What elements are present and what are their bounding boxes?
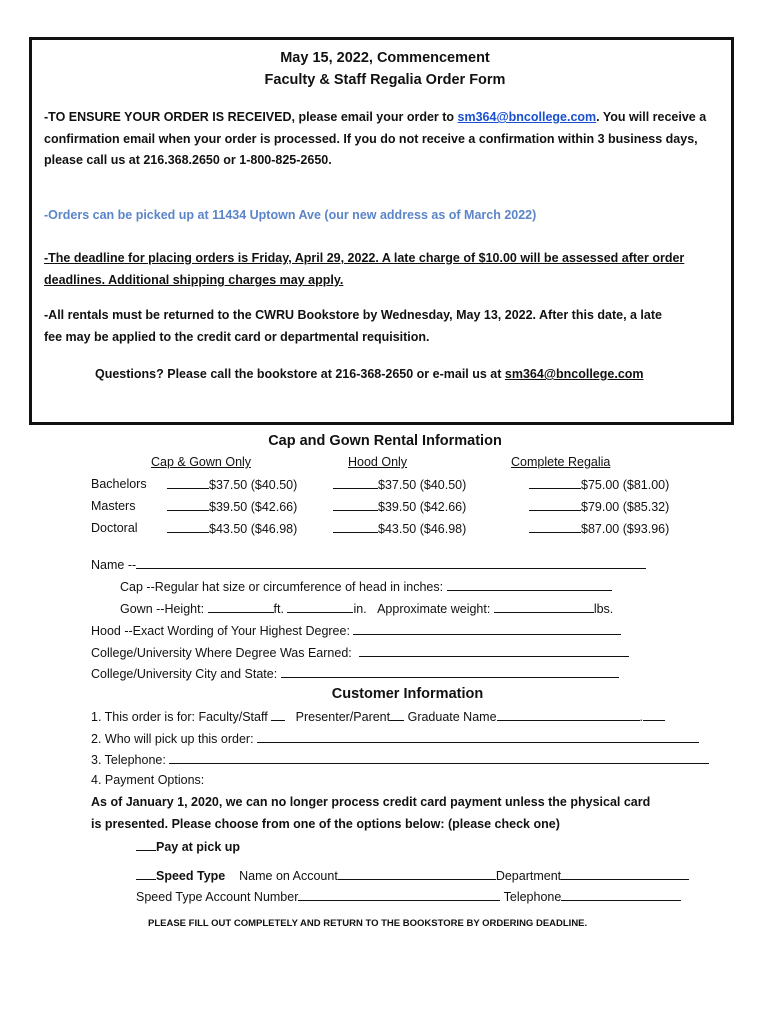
pay-at-pickup-option[interactable]: Pay at pick up xyxy=(136,839,240,854)
return-notice-2: fee may be applied to the credit card or departmental requisition. xyxy=(44,330,430,344)
speed-type-number-field[interactable]: Speed Type Account Number Telephone xyxy=(136,889,681,904)
questions-email-link[interactable]: sm364@bncollege.com xyxy=(504,367,644,381)
return-notice-1: -All rentals must be returned to the CWRU Bookstore by Wednesday, May 13, 2022. After this date, a late xyxy=(44,308,662,322)
pickup-notice: -Orders can be picked up at 11434 Uptown Ave (our new address as of March 2022) xyxy=(44,208,537,222)
instructions-line-1: -TO ENSURE YOUR ORDER IS RECEIVED, please email your order to sm364@bncollege.com. You will receive a xyxy=(44,110,707,124)
price-cell[interactable]: $75.00 ($81.00) xyxy=(529,477,669,492)
price-cell[interactable]: $37.50 ($40.50) xyxy=(333,477,466,492)
col-hood: Hood Only xyxy=(348,455,408,469)
col-cap-gown: Cap & Gown Only xyxy=(151,455,252,469)
cap-size-field[interactable]: Cap --Regular hat size or circumference of head in inches: xyxy=(120,579,612,594)
col-complete: Complete Regalia xyxy=(511,455,611,469)
instructions-line-3: please call us at 216.368.2650 or 1-800-825-2650. xyxy=(44,153,332,167)
payment-note-2: is presented. Please choose from one of the options below: (please check one) xyxy=(91,817,560,831)
price-cell[interactable]: $39.50 ($42.66) xyxy=(167,499,297,514)
price-cell[interactable]: $43.50 ($46.98) xyxy=(167,521,297,536)
price-cell[interactable]: $43.50 ($46.98) xyxy=(333,521,466,536)
rental-heading: Cap and Gown Rental Information xyxy=(268,433,502,449)
deadline-notice-1: -The deadline for placing orders is Friday, April 29, 2022. A late charge of $10.00 will be assessed after order xyxy=(44,251,685,265)
form-title-date: May 15, 2022, Commencement xyxy=(280,50,490,66)
payment-note-1: As of January 1, 2020, we can no longer process credit card payment unless the physical card xyxy=(91,795,651,809)
row-label-bachelors: Bachelors xyxy=(91,477,147,491)
footer-instruction: PLEASE FILL OUT COMPLETELY AND RETURN TO THE BOOKSTORE BY ORDERING DEADLINE. xyxy=(148,918,588,929)
row-label-masters: Masters xyxy=(91,499,136,513)
name-field[interactable]: Name -- xyxy=(91,557,646,572)
college-field[interactable]: College/University Where Degree Was Earned: xyxy=(91,645,629,660)
city-field[interactable]: College/University City and State: xyxy=(91,666,619,681)
deadline-notice-2: deadlines. Additional shipping charges may apply. xyxy=(44,273,344,287)
payment-options-label: 4. Payment Options: xyxy=(91,773,205,787)
order-for-field[interactable]: 1. This order is for: Faculty/Staff Presenter/Parent Graduate Name . xyxy=(91,709,665,724)
instructions-line-2: confirmation email when your order is processed. If you do not receive a confirmation within 3 business days, xyxy=(44,132,698,146)
customer-heading: Customer Information xyxy=(331,686,484,702)
telephone-field[interactable]: 3. Telephone: xyxy=(91,752,709,767)
gown-field[interactable]: Gown --Height: ft. in. Approximate weight: lbs. xyxy=(120,602,614,616)
price-cell[interactable]: $39.50 ($42.66) xyxy=(333,499,466,514)
questions-line: Questions? Please call the bookstore at 216-368-2650 or e-mail us at sm364@bncollege.com xyxy=(95,367,644,381)
speed-type-option[interactable]: Speed Type Name on Account Department xyxy=(136,868,689,883)
price-cell[interactable]: $37.50 ($40.50) xyxy=(167,477,297,492)
form-title: Faculty & Staff Regalia Order Form xyxy=(264,72,506,88)
row-label-doctoral: Doctoral xyxy=(91,521,138,535)
hood-field[interactable]: Hood --Exact Wording of Your Highest Degree: xyxy=(91,623,621,638)
price-cell[interactable]: $87.00 ($93.96) xyxy=(529,521,669,536)
email-link[interactable]: sm364@bncollege.com xyxy=(457,110,597,124)
price-cell[interactable]: $79.00 ($85.32) xyxy=(529,499,669,514)
pickup-person-field[interactable]: 2. Who will pick up this order: xyxy=(91,731,699,746)
